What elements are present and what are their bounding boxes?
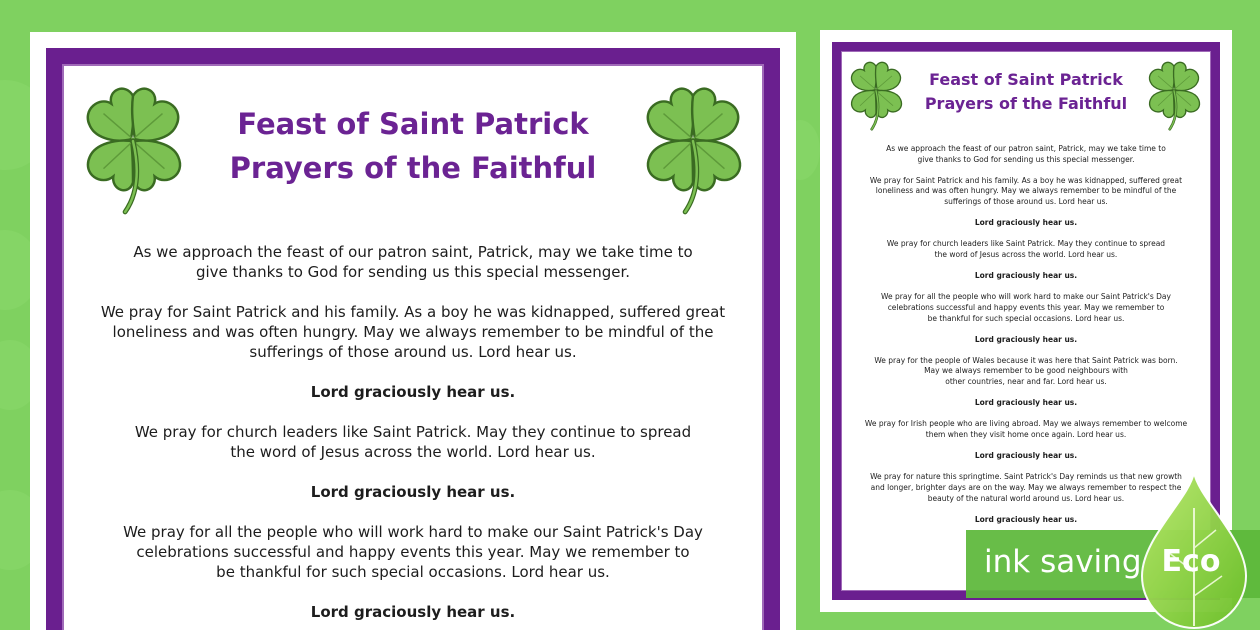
title-line-2: Prayers of the Faithful <box>229 151 597 185</box>
shamrock-icon <box>844 56 908 132</box>
prayer-response: Lord graciously hear us. <box>974 271 1078 281</box>
prayer-paragraph: We pray for nature this springtime. Saint Patrick's Day reminds us that new growth and longer, brighter days are on the way. May we always remember to respect the beauty of the natural world around us. Lord hear us. <box>870 472 1182 503</box>
prayer-response: Lord graciously hear us. <box>974 218 1078 228</box>
shamrock-icon <box>1142 56 1206 132</box>
prayer-response: Lord graciously hear us. <box>310 383 516 401</box>
prayer-paragraph: We pray for Saint Patrick and his family. As a boy he was kidnapped, suffered great loneliness and was often hungry. May we always remember to be mindful of the sufferings of those around us. Lord hear us. <box>869 175 1183 206</box>
prayer-response: Lord graciously hear us. <box>310 603 516 621</box>
document-preview-main <box>30 32 796 630</box>
prayer-paragraph: We pray for Saint Patrick and his family. As a boy he was kidnapped, suffered great loneliness and was often hungry. May we always remember to be mindful of the sufferings of those around us. Lord hear us. <box>100 303 726 361</box>
prayer-paragraph: We pray for all the people who will work hard to make our Saint Patrick's Day celebrations successful and happy events this year. May we remember to be thankful for such special occasions. Lord hear us. <box>881 292 1171 323</box>
prayer-paragraph: We pray for church leaders like Saint Patrick. May they continue to spread the word of Jesus across the world. Lord hear us. <box>886 239 1166 259</box>
prayer-paragraph: We pray for Irish people who are living abroad. May we always remember to welcome them when they visit home once again. Lord hear us. <box>864 419 1188 440</box>
title-line-2: Prayers of the Faithful <box>924 94 1128 113</box>
title-line-1: Feast of Saint Patrick <box>929 70 1123 89</box>
prayer-response: Lord graciously hear us. <box>974 514 1078 524</box>
prayer-paragraph: We pray for the people of Wales because it was here that Saint Patrick was born. May we always remember to be good neighbours with other countries, near and far. Lord hear us. <box>874 355 1178 387</box>
prayer-response: Lord graciously hear us. <box>974 398 1078 408</box>
page-title <box>170 102 656 190</box>
prayer-intro: As we approach the feast of our patron saint, Patrick, may we take time to give thanks to God for sending us this special messenger. <box>133 243 693 281</box>
prayer-text <box>90 242 736 630</box>
prayer-paragraph: We pray for all the people who will work hard to make our Saint Patrick's Day celebrations successful and happy events this year. May we remember to be thankful for such special occasions. Lord hear us. <box>123 523 703 581</box>
prayer-response: Lord graciously hear us. <box>974 334 1078 344</box>
prayer-response: Lord graciously hear us. <box>310 483 516 501</box>
page-title <box>910 68 1142 116</box>
prayer-paragraph: We pray for church leaders like Saint Patrick. May they continue to spread the word of Jesus across the world. Lord hear us. <box>134 423 692 461</box>
prayer-intro: As we approach the feast of our patron saint, Patrick, may we take time to give thanks to God for sending us this special messenger. <box>886 144 1166 164</box>
ink-saving-label: ink saving <box>984 544 1142 580</box>
prayer-response: Lord graciously hear us. <box>974 451 1078 461</box>
title-line-1: Feast of Saint Patrick <box>237 107 589 141</box>
eco-label: Eco <box>1161 544 1221 579</box>
